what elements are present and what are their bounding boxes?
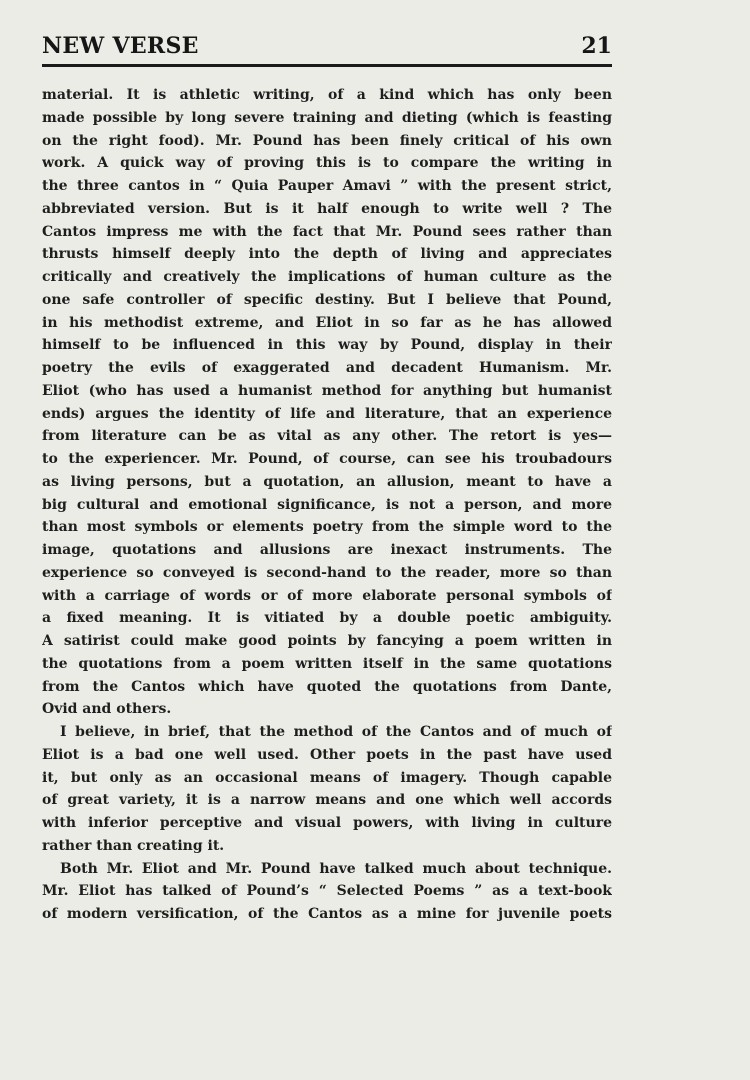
paragraph-last-line: rather than creating it.: [42, 837, 225, 854]
text-line: A satirist could make good points by fancying a poem written in: [42, 633, 612, 649]
text-line: work. A quick way of proving this is to compare the writing in: [42, 155, 612, 172]
text-line: to the experiencer. Mr. Pound, of course, can see his troubadours: [42, 451, 612, 467]
text-line: image, quotations and allusions are inexact instruments. The: [42, 542, 612, 558]
text-line: than most symbols or elements poetry from the simple word to the: [42, 519, 612, 536]
paragraph-first-line: Both Mr. Eliot and Mr. Pound have talked much about technique.: [60, 860, 612, 877]
body-text: [42, 84, 612, 926]
text-line: with a carriage of words or of more elaborate personal symbols of: [42, 587, 612, 604]
text-line: one safe controller of specific destiny. But I believe that Pound,: [42, 291, 612, 308]
paragraph-first-line: I believe, in brief, that the method of the Cantos and of much of: [60, 724, 612, 740]
text-line: of modern versification, of the Cantos as a mine for juvenile poets: [42, 906, 612, 922]
text-line: the three cantos in “ Quia Pauper Amavi ” with the present strict,: [42, 178, 612, 194]
text-line: thrusts himself deeply into the depth of living and appreciates: [42, 246, 612, 263]
text-line: in his methodist extreme, and Eliot in so far as he has allowed: [42, 314, 612, 331]
text-line: abbreviated version. But is it half enough to write well ? The: [42, 200, 612, 217]
header-rule: [42, 64, 612, 67]
text-line: experience so conveyed is second-hand to the reader, more so than: [42, 564, 612, 581]
running-head: NEW VERSE: [42, 33, 199, 59]
text-line: Eliot (who has used a humanist method for anything but humanist: [42, 382, 612, 399]
text-line: Cantos impress me with the fact that Mr. Pound sees rather than: [42, 223, 612, 240]
text-line: critically and creatively the implications of human culture as the: [42, 269, 612, 285]
text-line: on the right food). Mr. Pound has been finely critical of his own: [42, 132, 612, 149]
text-line: as living persons, but a quotation, an allusion, meant to have a: [42, 473, 612, 490]
text-line: from the Cantos which have quoted the quotations from Dante,: [42, 678, 612, 695]
text-line: with inferior perceptive and visual powers, with living in culture: [42, 815, 612, 831]
text-line: made possible by long severe training and dieting (which is feasting: [42, 109, 612, 126]
page-header: [42, 30, 612, 66]
text-line: Mr. Eliot has talked of Pound’s “ Selected Poems ” as a text-book: [42, 883, 612, 900]
text-line: material. It is athletic writing, of a kind which has only been: [42, 87, 612, 103]
text-line: big cultural and emotional significance, is not a person, and more: [42, 496, 612, 513]
paragraph-last-line: Ovid and others.: [42, 701, 172, 718]
text-line: a fixed meaning. It is vitiated by a double poetic ambiguity.: [42, 610, 612, 627]
text-line: ends) argues the identity of life and literature, that an experience: [42, 405, 612, 422]
text-line: the quotations from a poem written itself in the same quotations: [42, 655, 612, 672]
text-line: Eliot is a bad one well used. Other poets in the past have used: [42, 746, 612, 763]
text-line: poetry the evils of exaggerated and decadent Humanism. Mr.: [42, 360, 612, 376]
text-line: it, but only as an occasional means of imagery. Though capable: [42, 769, 612, 786]
text-line: from literature can be as vital as any other. The retort is yes—: [42, 428, 612, 445]
text-line: himself to be influenced in this way by Pound, display in their: [42, 337, 612, 354]
text-line: of great variety, it is a narrow means and one which well accords: [42, 792, 612, 809]
page-number: 21: [581, 33, 612, 59]
